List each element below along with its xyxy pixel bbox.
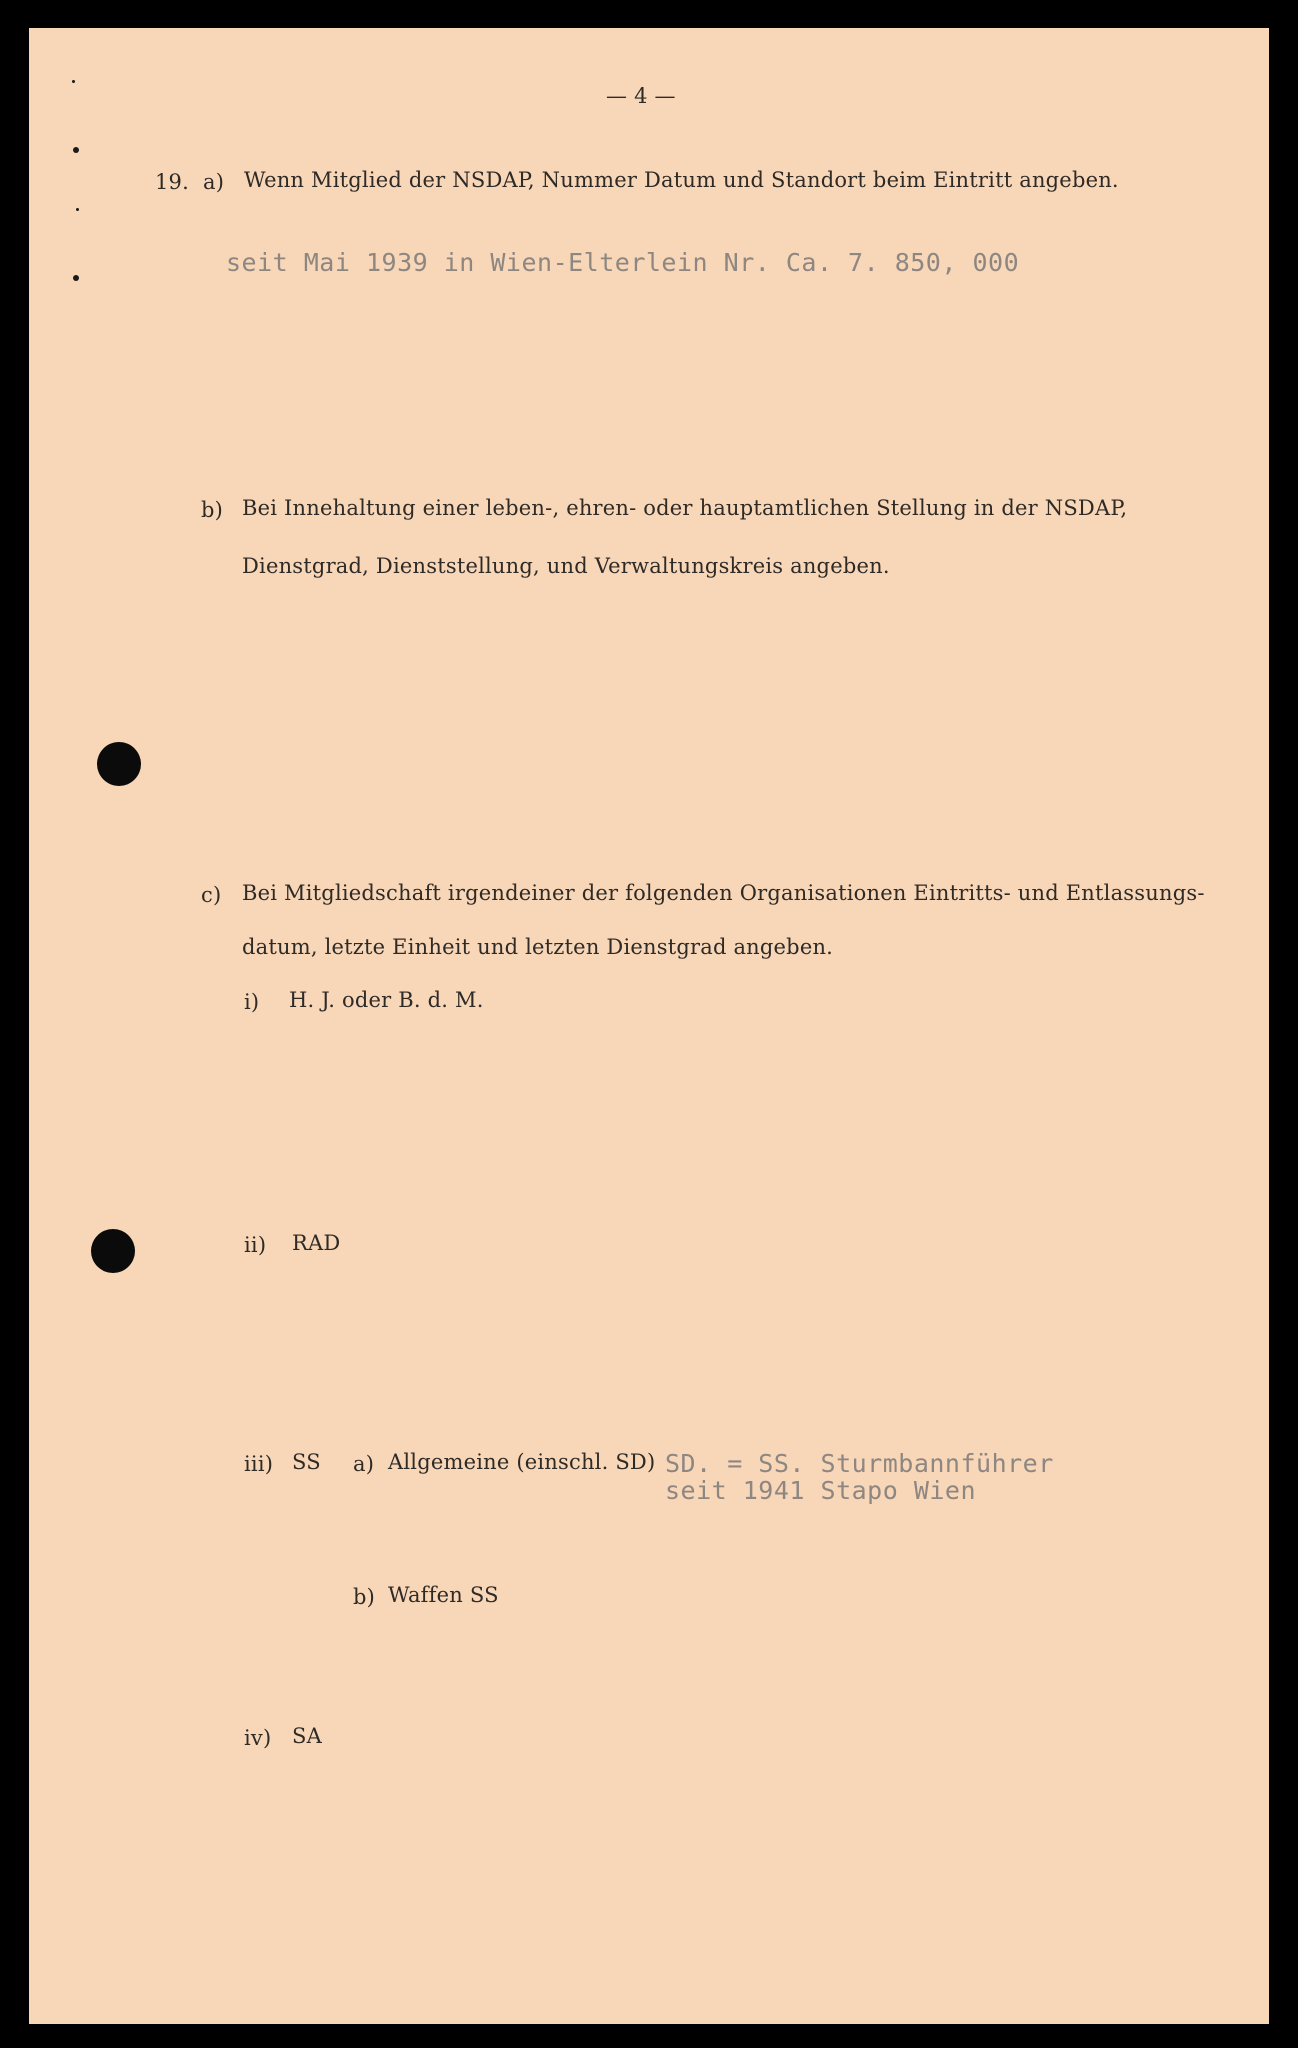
item-a-typed-answer: seit Mai 1939 in Wien-Elterlein Nr. Ca. 7. 850, 000	[226, 248, 1020, 277]
page-number: — 4 —	[606, 84, 676, 108]
margin-speck	[73, 275, 79, 281]
margin-speck	[72, 80, 75, 83]
item-b-text-line1: Bei Innehaltung einer leben-, ehren- oder hauptamtlichen Stellung in der NSDAP,	[242, 496, 1128, 520]
item-c-text-line1: Bei Mitgliedschaft irgendeiner der folgenden Organisationen Eintritts- und Entlassungs-	[242, 881, 1205, 905]
item-iii-a-marker: a)	[353, 1452, 375, 1476]
item-iv-marker: iv)	[244, 1726, 272, 1750]
item-iii-marker: iii)	[244, 1452, 274, 1476]
item-iii-a-typed-answer-line1: SD. = SS. Sturmbannführer	[665, 1449, 1054, 1478]
item-ii-label: RAD	[292, 1231, 341, 1255]
item-b-text-line2: Dienstgrad, Dienststellung, und Verwaltungskreis angeben.	[242, 554, 890, 578]
item-iii-a-label: Allgemeine (einschl. SD)	[388, 1450, 656, 1474]
margin-speck	[76, 208, 79, 211]
punch-hole-upper	[97, 742, 141, 786]
item-iii-b-label: Waffen SS	[388, 1583, 499, 1607]
item-i-marker: i)	[244, 990, 260, 1014]
item-c-text-line2: datum, letzte Einheit und letzten Dienstgrad angeben.	[242, 935, 834, 959]
margin-speck	[73, 147, 79, 153]
item-iii-label: SS	[292, 1450, 321, 1474]
document-page	[29, 28, 1269, 2024]
item-i-label: H. J. oder B. d. M.	[289, 988, 484, 1012]
item-iii-b-marker: b)	[353, 1585, 376, 1609]
item-c-marker: c)	[201, 883, 222, 907]
item-iii-a-typed-answer-line2: seit 1941 Stapo Wien	[665, 1476, 977, 1505]
item-ii-marker: ii)	[244, 1233, 267, 1257]
item-a-text: Wenn Mitglied der NSDAP, Nummer Datum und Standort beim Eintritt angeben.	[244, 168, 1119, 192]
punch-hole-lower	[91, 1229, 135, 1273]
item-a-marker: a)	[203, 170, 225, 194]
item-b-marker: b)	[201, 498, 224, 522]
item-iv-label: SA	[292, 1724, 322, 1748]
question-number: 19.	[155, 170, 189, 194]
